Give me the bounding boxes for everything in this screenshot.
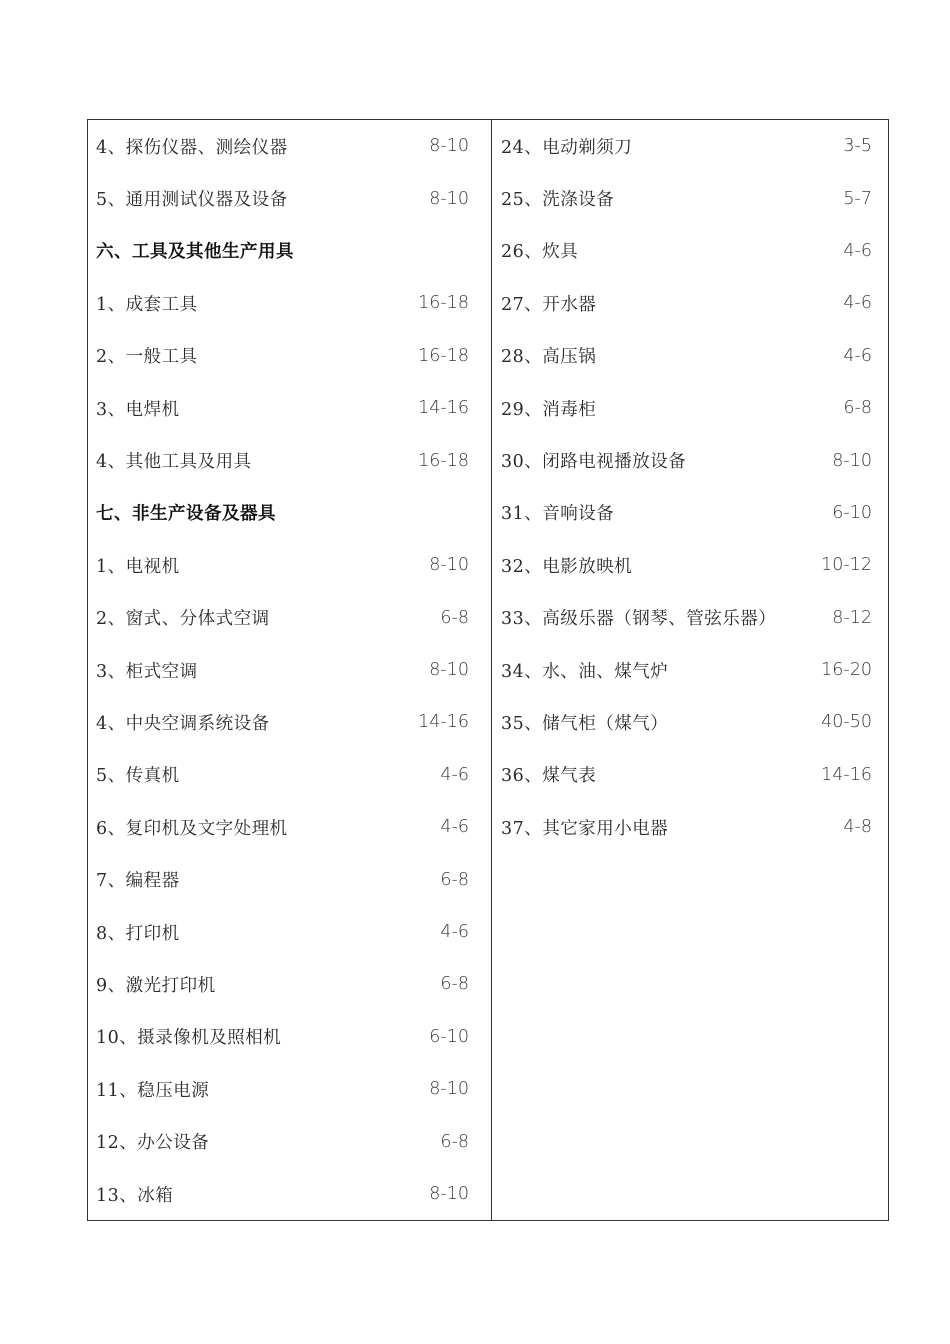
item-label: 26、炊具 [501,242,579,263]
table-row [88,592,491,644]
years-range: 8-10 [832,450,872,471]
table-row [88,434,491,486]
item-label: 3、柜式空调 [96,661,198,682]
years-range: 4-6 [440,922,469,943]
item-label: 24、电动剃须刀 [501,137,633,158]
item-label: 31、音响设备 [501,504,615,525]
item-label: 10、摄录像机及照相机 [96,1028,282,1049]
table-row [88,958,491,1010]
years-range: 6-8 [440,1131,469,1152]
item-label: 34、水、油、煤气炉 [501,661,669,682]
item-label: 4、探伤仪器、测绘仪器 [96,137,288,158]
table-row [88,172,491,224]
table-row [492,382,888,434]
table-row [88,749,491,801]
years-range: 8-10 [429,555,469,576]
item-label: 4、其他工具及用具 [96,452,252,473]
table-row [492,539,888,591]
years-range: 4-6 [440,764,469,785]
table-row [492,644,888,696]
table-row [492,696,888,748]
item-label: 8、打印机 [96,923,180,944]
table-row [88,382,491,434]
item-label: 5、传真机 [96,766,180,787]
item-label: 7、编程器 [96,871,180,892]
table-row [492,277,888,329]
table-row [492,487,888,539]
years-range: 6-8 [440,974,469,995]
left-column [88,120,492,1220]
years-range: 3-5 [843,136,872,157]
right-rows [492,120,888,853]
item-label: 3、电焊机 [96,399,180,420]
item-label: 2、一般工具 [96,347,198,368]
item-label: 27、开水器 [501,294,597,315]
years-range: 6-8 [843,398,872,419]
years-range: 4-6 [440,817,469,838]
section-heading: 七、非生产设备及器具 [96,504,276,525]
item-label: 6、复印机及文字处理机 [96,818,288,839]
item-label: 25、洗涤设备 [501,190,615,211]
years-range: 8-10 [429,660,469,681]
years-range: 16-20 [821,660,872,681]
years-range: 8-12 [832,607,872,628]
years-range: 14-16 [821,764,872,785]
item-label: 9、激光打印机 [96,975,216,996]
table-row [492,749,888,801]
years-range: 40-50 [821,712,872,733]
item-label: 2、窗式、分体式空调 [96,609,270,630]
table-row [88,1115,491,1167]
item-label: 4、中央空调系统设备 [96,713,270,734]
table-row [88,801,491,853]
years-range: 8-10 [429,136,469,157]
years-range: 10-12 [821,555,872,576]
left-rows [88,120,491,1220]
years-range: 16-18 [418,293,469,314]
item-label: 33、高级乐器（钢琴、管弦乐器） [501,609,777,630]
years-range: 6-8 [440,869,469,890]
years-range: 8-10 [429,1079,469,1100]
table-row [88,1168,491,1220]
item-label: 13、冰箱 [96,1185,174,1206]
section-heading-row [88,487,491,539]
table-row [88,853,491,905]
table-row [492,801,888,853]
table-row [88,696,491,748]
table-row [492,225,888,277]
table-row [88,277,491,329]
years-range: 4-6 [843,345,872,366]
item-label: 35、储气柜（煤气） [501,713,669,734]
years-range: 5-7 [843,188,872,209]
item-label: 1、成套工具 [96,294,198,315]
table-row [492,120,888,172]
right-column [492,120,888,1220]
item-label: 32、电影放映机 [501,556,633,577]
item-label: 36、煤气表 [501,766,597,787]
item-label: 37、其它家用小电器 [501,818,669,839]
years-range: 4-6 [843,240,872,261]
years-range: 16-18 [418,450,469,471]
item-label: 1、电视机 [96,556,180,577]
years-range: 14-16 [418,398,469,419]
years-range: 16-18 [418,345,469,366]
table-row [492,330,888,382]
table-row [492,172,888,224]
section-heading: 六、工具及其他生产用具 [96,242,294,263]
item-label: 11、稳压电源 [96,1080,210,1101]
item-label: 29、消毒柜 [501,399,597,420]
years-range: 4-6 [843,293,872,314]
years-range: 6-8 [440,607,469,628]
years-range: 14-16 [418,712,469,733]
table-row [88,906,491,958]
item-label: 12、办公设备 [96,1133,210,1154]
table-row [492,592,888,644]
item-label: 5、通用测试仪器及设备 [96,190,288,211]
years-range: 8-10 [429,188,469,209]
table-row [88,120,491,172]
item-label: 30、闭路电视播放设备 [501,452,687,473]
years-range: 8-10 [429,1184,469,1204]
years-range: 6-10 [429,1026,469,1047]
section-heading-row [88,225,491,277]
depreciation-table [87,119,889,1221]
table-row [88,1011,491,1063]
table-row [88,539,491,591]
years-range: 6-10 [832,502,872,523]
table-row [492,434,888,486]
table-row [88,644,491,696]
table-row [88,330,491,382]
years-range: 4-8 [843,817,872,838]
table-row [88,1063,491,1115]
item-label: 28、高压锅 [501,347,597,368]
